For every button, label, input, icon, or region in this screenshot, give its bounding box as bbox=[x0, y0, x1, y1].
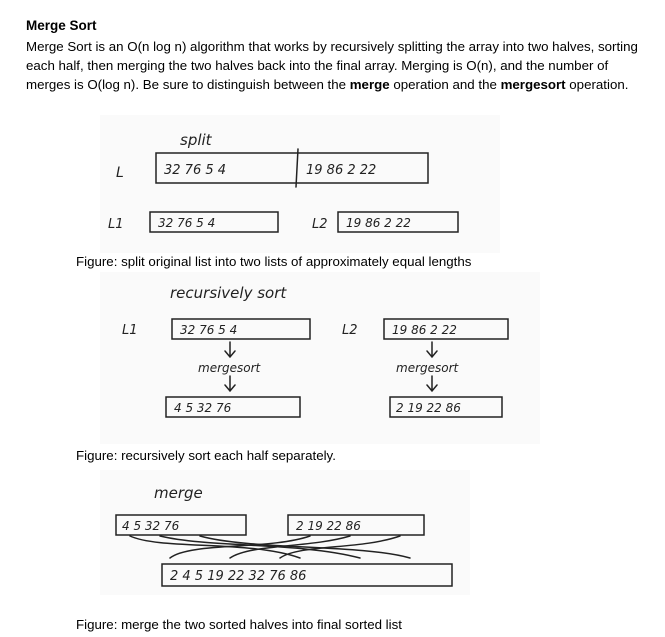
paragraph-bold-mergesort: mergesort bbox=[500, 77, 566, 92]
split-divider bbox=[296, 149, 298, 187]
arrow-down-icon bbox=[427, 376, 437, 391]
fig2-l2-values: 19 86 2 22 bbox=[392, 323, 457, 337]
merge-right-values: 2 19 22 86 bbox=[296, 519, 361, 533]
l2-values: 19 86 2 22 bbox=[346, 216, 411, 230]
split-diagram bbox=[100, 115, 500, 253]
l1-values: 32 76 5 4 bbox=[158, 216, 216, 230]
left-mergesort-label: mergesort bbox=[198, 361, 261, 375]
figure-recursive-sort-image bbox=[100, 272, 540, 444]
l1-label: L1 bbox=[108, 217, 124, 232]
right-sorted-values: 2 19 22 86 bbox=[396, 401, 461, 415]
figure-merge-image bbox=[100, 470, 470, 595]
description-paragraph bbox=[26, 37, 656, 94]
left-sorted-values: 4 5 32 76 bbox=[174, 401, 232, 415]
arrow-down-icon bbox=[225, 342, 235, 357]
fig2-l1-label: L1 bbox=[122, 323, 138, 338]
recursive-sort-diagram bbox=[100, 272, 540, 444]
merged-result-values: 2 4 5 19 22 32 76 86 bbox=[170, 569, 307, 584]
figure1-caption: Figure: split original list into two lists of approximately equal lengths bbox=[76, 254, 472, 269]
list-label-l: L bbox=[116, 165, 124, 181]
merge-title: merge bbox=[154, 484, 203, 502]
fig2-l2-label: L2 bbox=[342, 323, 358, 338]
merge-diagram bbox=[100, 470, 470, 595]
original-left-values: 32 76 5 4 bbox=[164, 163, 227, 178]
figure3-caption: Figure: merge the two sorted halves into final sorted list bbox=[76, 617, 402, 632]
paragraph-bold-merge: merge bbox=[349, 77, 390, 92]
figure2-caption: Figure: recursively sort each half separately. bbox=[76, 448, 336, 463]
paragraph-text-2: operation and the bbox=[389, 77, 501, 92]
fig2-l1-values: 32 76 5 4 bbox=[180, 323, 238, 337]
section-heading: Merge Sort bbox=[26, 18, 97, 33]
arrow-down-icon bbox=[427, 342, 437, 357]
figure-split-image bbox=[100, 115, 500, 253]
paragraph-text-3: operation. bbox=[565, 77, 629, 92]
merge-left-values: 4 5 32 76 bbox=[122, 519, 180, 533]
original-right-values: 19 86 2 22 bbox=[306, 163, 377, 178]
arrow-down-icon bbox=[225, 376, 235, 391]
paragraph-text-1: Merge Sort is an O(n log n) algorithm that works by recursively splitting the array into two halves, sorting each half, then merging the two halves back into the final array. Merging is O(n), and the number of merges is O(log n). Be sure to distinguish between the bbox=[26, 39, 638, 92]
split-label: split bbox=[180, 131, 212, 149]
right-mergesort-label: mergesort bbox=[396, 361, 459, 375]
l2-label: L2 bbox=[312, 217, 328, 232]
recursive-sort-title: recursively sort bbox=[170, 284, 287, 302]
